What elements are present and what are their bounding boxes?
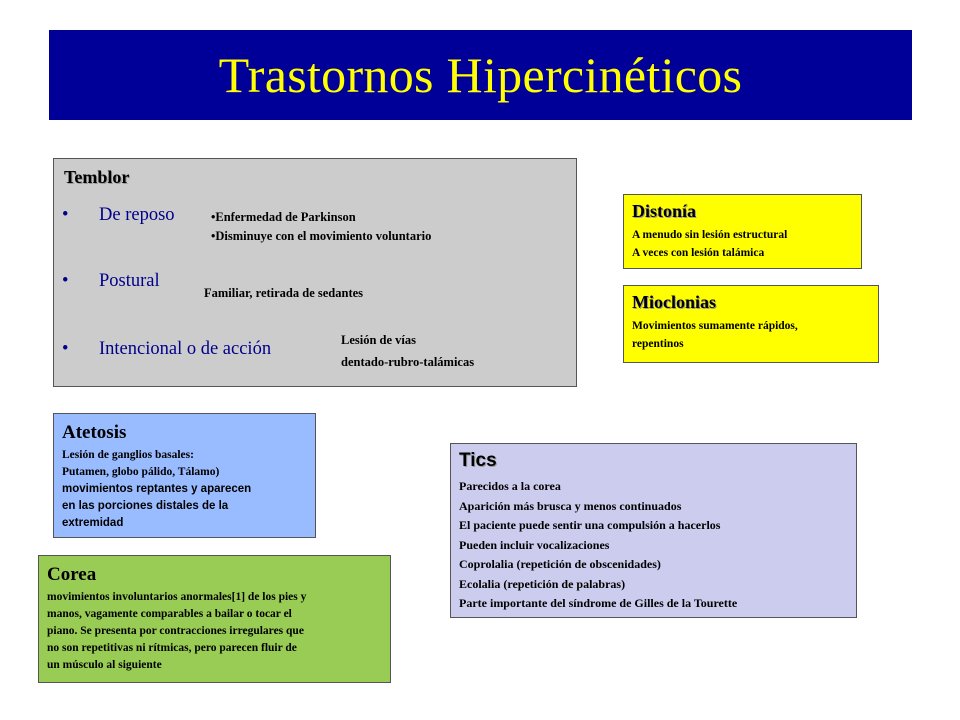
tics-line: Aparición más brusca y menos continuados: [459, 498, 682, 513]
corea-box: [38, 555, 391, 683]
temblor-heading: Temblor: [64, 167, 130, 187]
corea-line: piano. Se presenta por contracciones irregulares que: [47, 625, 304, 637]
distonia-line: A menudo sin lesión estructural: [632, 229, 788, 241]
bullet-dot-icon: •: [62, 339, 69, 359]
atetosis-line: extremidad: [62, 517, 124, 529]
corea-line: no son repetitivas ni rítmicas, pero parecen fluir de: [47, 642, 297, 654]
tics-box: [450, 443, 857, 618]
intencional-note-2: dentado-rubro-talámicas: [341, 355, 475, 369]
atetosis-line: movimientos reptantes y aparecen: [62, 483, 252, 495]
atetosis-box: [53, 413, 316, 538]
distonia-box: [623, 194, 862, 269]
atetosis-sans-lines: [62, 481, 251, 532]
mioclonias-line: repentinos: [632, 338, 684, 350]
atetosis-line: Lesión de ganglios basales:: [62, 449, 194, 461]
corea-line: movimientos involuntarios anormales[1] de los pies y: [47, 591, 307, 603]
distonia-heading: Distonía: [632, 201, 697, 221]
mioclonias-line: Movimientos sumamente rápidos,: [632, 320, 798, 332]
corea-line: manos, vagamente comparables a bailar o tocar el: [47, 608, 292, 620]
atetosis-serif-lines: [62, 447, 219, 481]
bullet-postural: • Postural: [62, 271, 160, 291]
bullet-dot-icon: •: [62, 271, 69, 291]
distonia-lines: [632, 226, 787, 262]
corea-heading: Corea: [47, 564, 97, 585]
mioclonias-lines: [632, 317, 798, 353]
bullet-dot-icon: •: [62, 205, 69, 225]
temblor-box: [53, 158, 577, 387]
mioclonias-box: [623, 285, 879, 363]
page-title: Trastornos Hipercinéticos: [218, 47, 743, 103]
mioclonias-heading: Mioclonias: [632, 292, 716, 312]
atetosis-line: Putamen, globo pálido, Tálamo): [62, 466, 220, 478]
tics-line: Coprolalia (repetición de obscenidades): [459, 557, 661, 571]
atetosis-line: en las porciones distales de la: [62, 500, 229, 512]
postural-note: Familiar, retirada de sedantes: [204, 286, 364, 300]
tics-heading: Tics: [459, 450, 497, 471]
tics-line: Pueden incluir vocalizaciones: [459, 537, 610, 552]
atetosis-heading: Atetosis: [62, 422, 127, 443]
reposo-note-2: •Disminuye con el movimiento voluntario: [211, 229, 432, 243]
tics-line: El paciente puede sentir una compulsión a hacerlos: [459, 518, 721, 532]
bullet-reposo: • De reposo: [62, 205, 175, 225]
corea-lines: [47, 589, 306, 674]
intencional-note-1: Lesión de vías: [341, 333, 417, 347]
tics-lines: [459, 477, 737, 614]
distonia-line: A veces con lesión talámica: [632, 247, 765, 259]
corea-line: un músculo al siguiente: [47, 659, 162, 671]
reposo-note-1: •Enfermedad de Parkinson: [211, 210, 356, 224]
title-bar: [49, 30, 912, 120]
tics-line: Parecidos a la corea: [459, 479, 561, 493]
tics-line: Parte importante del síndrome de Gilles de la Tourette: [459, 596, 738, 610]
bullet-intencional: • Intencional o de acción: [62, 339, 272, 359]
tics-line: Ecolalia (repetición de palabras): [459, 576, 626, 591]
